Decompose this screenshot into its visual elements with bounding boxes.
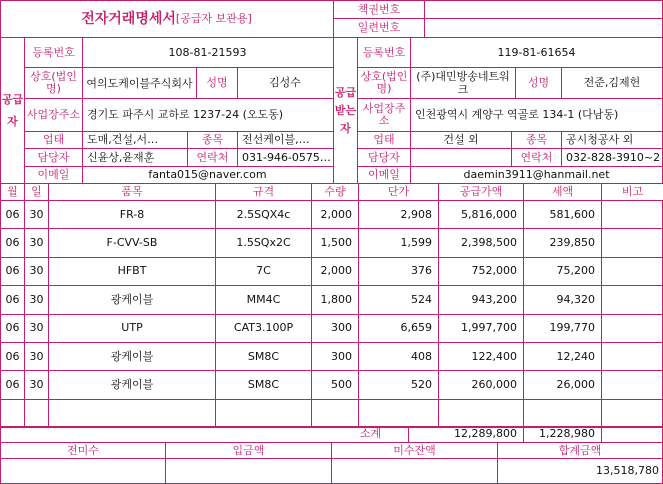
buyer-address-label: 사업장주소 xyxy=(362,102,406,127)
table-cell-qty: 300 xyxy=(331,349,352,363)
table-cell-month: 06 xyxy=(5,321,20,335)
buyer-manager xyxy=(411,149,511,166)
col-header-tax-amount: 세액 xyxy=(524,184,601,200)
table-cell-day: 30 xyxy=(29,264,44,278)
table-cell-supply-amount: 1,997,700 xyxy=(461,321,517,335)
supplier-reg-no: 108-81-21593 xyxy=(168,45,247,59)
subtotal-label: 소계 xyxy=(333,427,408,441)
table-cell-item: 광케이블 xyxy=(110,292,154,306)
table-cell-tax-amount: 26,000 xyxy=(556,378,595,392)
paid-amount-value xyxy=(166,459,331,483)
table-cell-supply-amount xyxy=(439,428,523,455)
col-header-qty: 수량 xyxy=(312,184,358,200)
buyer-item: 공시청공사 외 xyxy=(566,133,634,146)
table-cell-item: 광케이블 xyxy=(110,378,154,392)
buyer-item-label: 종목 xyxy=(512,132,561,148)
table-cell-day: 30 xyxy=(29,236,44,250)
table-cell-supply-amount: 5,816,000 xyxy=(461,207,517,221)
total-amount-value: 13,518,780 xyxy=(596,464,659,477)
table-cell-supply-amount: 752,000 xyxy=(471,264,517,278)
subtotal-supply: 12,289,800 xyxy=(454,427,517,440)
table-cell-spec: CAT3.100P xyxy=(233,321,294,335)
buyer-manager-label: 담당자 xyxy=(358,149,410,166)
supplier-manager: 신윤상,윤재훈 xyxy=(87,150,155,164)
supplier-item-label: 종목 xyxy=(188,132,237,148)
table-cell-spec: 2.5SQX4c xyxy=(236,207,291,221)
table-cell-item xyxy=(49,400,215,427)
table-cell-unit-price xyxy=(359,428,438,455)
table-cell-supply-amount xyxy=(439,400,523,427)
buyer-side-label: 공급받는자 xyxy=(334,85,357,135)
table-cell-unit-price: 520 xyxy=(411,378,432,392)
supplier-type-label: 업태 xyxy=(25,132,82,148)
supplier-email: fanta015@naver.com xyxy=(148,168,267,181)
buyer-company: (주)대민방송네트워크 xyxy=(416,70,510,96)
table-cell-day: 30 xyxy=(29,349,44,363)
document-title-area xyxy=(0,0,333,37)
supplier-name: 김성수 xyxy=(269,76,301,89)
table-cell-supply-amount: 943,200 xyxy=(471,292,517,306)
table-cell-supply-amount: 2,398,500 xyxy=(461,236,517,250)
table-cell-tax-amount: 199,770 xyxy=(549,321,595,335)
table-cell-item xyxy=(49,428,215,455)
table-cell-qty xyxy=(312,428,358,455)
col-header-month: 월 xyxy=(1,184,24,200)
serial-number-value xyxy=(425,19,662,36)
table-cell-tax-amount: 581,600 xyxy=(549,207,595,221)
col-header-note: 비고 xyxy=(602,184,663,200)
supplier-side-label: 공급자 xyxy=(1,92,24,128)
table-cell-qty: 2,000 xyxy=(320,207,352,221)
table-cell-unit-price: 376 xyxy=(411,264,432,278)
table-cell-tax-amount xyxy=(524,428,601,455)
table-cell-unit-price: 408 xyxy=(411,349,432,363)
table-cell-tax-amount: 94,320 xyxy=(556,292,595,306)
prev-balance-label: 전미수 xyxy=(1,443,165,458)
table-cell-unit-price: 524 xyxy=(411,292,432,306)
table-cell-month: 06 xyxy=(5,207,20,221)
book-number-value xyxy=(425,1,662,18)
table-cell-qty: 2,000 xyxy=(320,264,352,278)
col-header-spec: 규격 xyxy=(216,184,311,200)
table-cell-tax-amount: 75,200 xyxy=(556,264,595,278)
table-cell-note xyxy=(602,315,663,342)
table-cell-month: 06 xyxy=(5,378,20,392)
table-cell-month: 06 xyxy=(5,292,20,306)
table-cell-month: 06 xyxy=(5,264,20,278)
unpaid-balance-value xyxy=(332,459,497,483)
document-subtitle: [공급자 보관용] xyxy=(175,11,252,25)
col-header-supply-amount: 공급가액 xyxy=(439,184,523,200)
table-cell-note xyxy=(602,201,663,228)
subtotal-tax: 1,228,980 xyxy=(539,427,595,440)
table-cell-qty xyxy=(312,400,358,427)
table-cell-item: F-CVV-SB xyxy=(106,236,158,250)
table-cell-day: 30 xyxy=(29,378,44,392)
table-cell-day xyxy=(25,428,48,455)
supplier-contact-label: 연락처 xyxy=(188,149,237,166)
table-cell-month xyxy=(1,400,24,427)
supplier-address: 경기도 파주시 교하로 1237-24 (오도동) xyxy=(87,108,284,121)
supplier-company: 여의도케이블주식회사 xyxy=(86,76,193,90)
supplier-name-label: 성명 xyxy=(197,68,237,98)
table-cell-unit-price xyxy=(359,400,438,427)
prev-balance-value xyxy=(1,459,165,483)
supplier-contact: 031-946-0575… xyxy=(242,150,331,164)
table-cell-month: 06 xyxy=(5,349,20,363)
buyer-name: 전준,김제헌 xyxy=(583,76,641,89)
table-cell-spec: SM8C xyxy=(247,349,280,363)
table-cell-note xyxy=(602,286,663,313)
supplier-email-label: 이메일 xyxy=(25,167,82,183)
table-cell-unit-price: 6,659 xyxy=(400,321,432,335)
table-cell-spec: SM8C xyxy=(247,378,280,392)
supplier-type: 도매,건설,서… xyxy=(87,133,159,146)
col-header-day: 일 xyxy=(25,184,48,200)
table-cell-note xyxy=(602,371,663,398)
supplier-reg-no-label: 등록번호 xyxy=(32,45,75,59)
table-cell-tax-amount: 239,850 xyxy=(549,236,595,250)
table-cell-note xyxy=(602,428,663,455)
table-cell-day: 30 xyxy=(29,292,44,306)
buyer-type-label: 업태 xyxy=(358,132,410,148)
supplier-item: 전선케이블,… xyxy=(242,133,310,146)
supplier-address-label: 사업장주소 xyxy=(26,108,81,121)
table-cell-item: HFBT xyxy=(117,264,147,278)
table-cell-note xyxy=(602,229,663,256)
table-cell-spec: 7C xyxy=(256,264,271,278)
table-cell-supply-amount: 122,400 xyxy=(471,349,517,363)
buyer-email-label: 이메일 xyxy=(358,167,410,183)
table-cell-day: 30 xyxy=(29,207,44,221)
col-header-item: 품목 xyxy=(49,184,215,200)
buyer-contact-label: 연락처 xyxy=(512,149,561,166)
table-cell-tax-amount xyxy=(524,400,601,427)
table-cell-unit-price: 1,599 xyxy=(400,236,432,250)
table-cell-spec: MM4C xyxy=(246,292,281,306)
table-cell-qty: 300 xyxy=(331,321,352,335)
supplier-manager-label: 담당자 xyxy=(25,149,82,166)
table-cell-month: 06 xyxy=(5,236,20,250)
table-cell-qty: 1,500 xyxy=(320,236,352,250)
book-number-label: 책권번호 xyxy=(334,1,424,18)
unpaid-balance-label: 미수잔액 xyxy=(332,443,497,458)
table-cell-supply-amount: 260,000 xyxy=(471,378,517,392)
table-cell-tax-amount: 12,240 xyxy=(556,349,595,363)
document-title: 전자거래명세서 xyxy=(81,10,176,27)
buyer-type: 건설 외 xyxy=(443,133,479,146)
table-cell-note xyxy=(602,343,663,370)
table-cell-spec: 1.5SQx2C xyxy=(236,236,291,250)
table-cell-spec xyxy=(216,428,311,455)
table-cell-item: UTP xyxy=(121,321,143,335)
buyer-company-label: 상호(법인명) xyxy=(360,70,408,95)
col-header-unit-price: 단가 xyxy=(359,184,438,200)
buyer-name-label: 성명 xyxy=(516,68,561,98)
table-cell-month xyxy=(1,428,24,455)
supplier-company-label: 상호(법인명) xyxy=(30,70,77,95)
buyer-contact: 032-828-3910~2 xyxy=(566,150,661,164)
table-cell-item: FR-8 xyxy=(119,207,145,221)
table-cell-note xyxy=(602,258,663,285)
table-cell-day: 30 xyxy=(29,321,44,335)
total-amount-label: 합계금액 xyxy=(498,443,662,458)
table-cell-unit-price: 2,908 xyxy=(400,207,432,221)
table-cell-qty: 500 xyxy=(331,378,352,392)
table-cell-note xyxy=(602,400,663,427)
table-cell-spec xyxy=(216,400,311,427)
buyer-reg-no-label: 등록번호 xyxy=(362,45,406,59)
buyer-reg-no: 119-81-61654 xyxy=(497,45,576,59)
table-cell-day xyxy=(25,400,48,427)
buyer-email: daemin3911@hanmail.net xyxy=(463,168,610,181)
serial-number-label: 일련번호 xyxy=(334,19,424,36)
table-cell-qty: 1,800 xyxy=(320,292,352,306)
paid-amount-label: 입금액 xyxy=(166,443,331,458)
table-cell-item: 광케이블 xyxy=(110,349,154,363)
buyer-address: 인천광역시 계양구 역골로 134-1 (다남동) xyxy=(415,108,619,121)
